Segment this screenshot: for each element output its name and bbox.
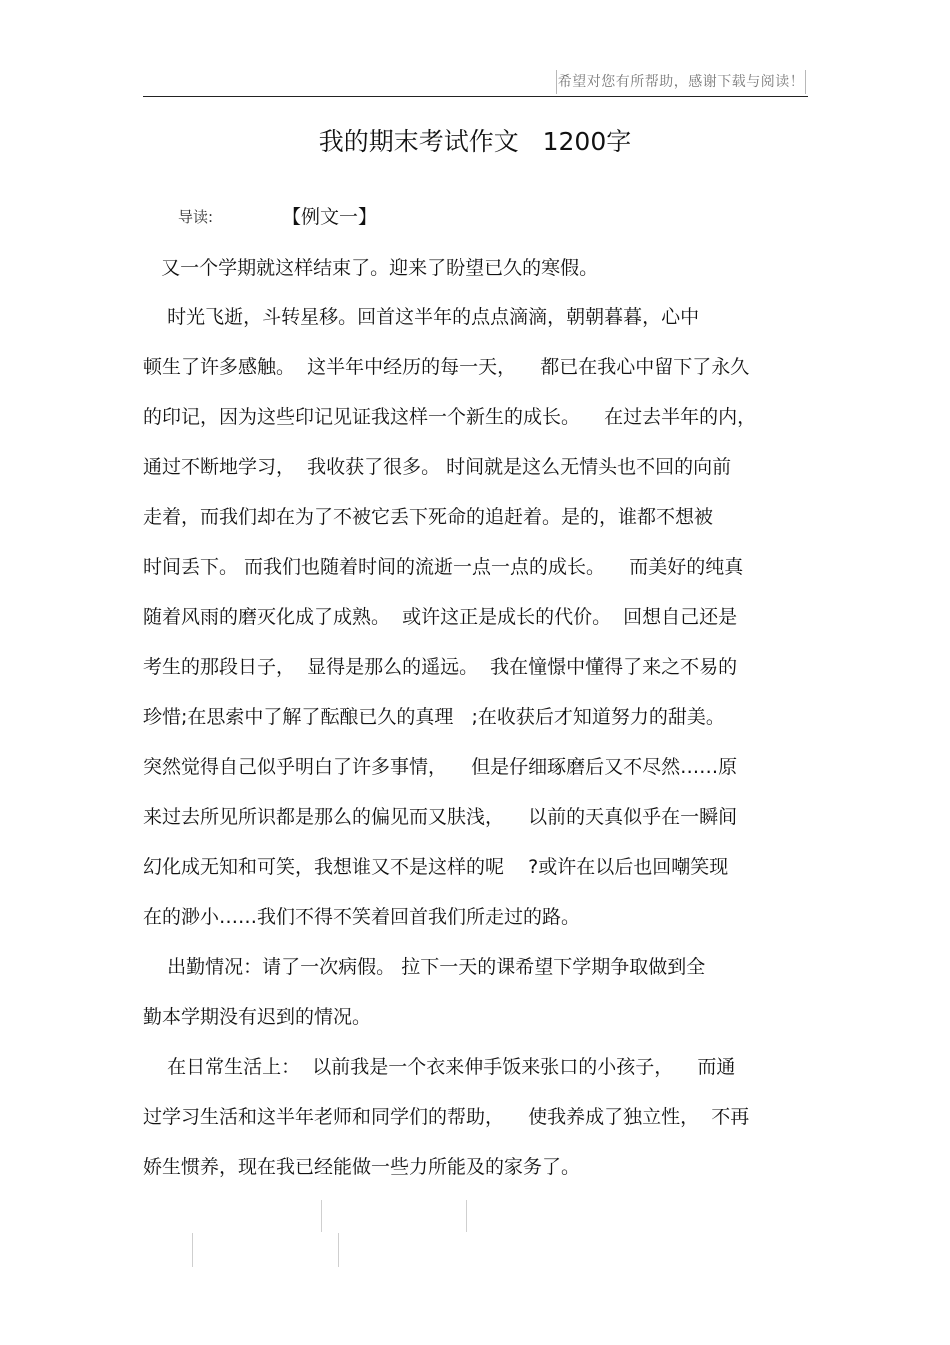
body-line: 过学习生活和这半年老师和同学们的帮助， 使我养成了独立性， 不再 xyxy=(143,1106,750,1128)
body-line: 来过去所见所识都是那么的偏见而又肤浅， 以前的天真似乎在一瞬间 xyxy=(143,806,738,828)
body-line: 在的渺小……我们不得不笑着回首我们所走过的路。 xyxy=(143,906,581,928)
lead-label: 导读: xyxy=(178,208,214,226)
body-line: 时光飞逝，斗转星移。回首这半年的点点滴滴，朝朝暮暮，心中 xyxy=(143,306,700,328)
body-line: 考生的那段日子， 显得是那么的遥远。 我在憧憬中懂得了来之不易的 xyxy=(143,656,738,678)
table-rule xyxy=(338,1233,339,1267)
body-line: 随着风雨的磨灭化成了成熟。 或许这正是成长的代价。 回想自己还是 xyxy=(143,606,738,628)
body-line: 通过不断地学习， 我收获了很多。 时间就是这么无情头也不回的向前 xyxy=(143,456,732,478)
body-line: 走着，而我们却在为了不被它丢下死命的追赶着。是的，谁都不想被 xyxy=(143,506,714,528)
body-line: 在日常生活上： 以前我是一个衣来伸手饭来张口的小孩子， 而通 xyxy=(143,1056,736,1078)
table-rule xyxy=(321,1200,322,1232)
table-rule xyxy=(466,1200,467,1232)
body-line: 时间丢下。 而我们也随着时间的流逝一点一点的成长。 而美好的纯真 xyxy=(143,556,744,578)
body-line: 珍惜;在思索中了解了酝酿已久的真理 ;在收获后才知道努力的甜美。 xyxy=(143,706,725,728)
lead-value: 【例文一】 xyxy=(282,206,378,228)
header-note: 希望对您有所帮助，感谢下载与阅读！ xyxy=(556,70,806,94)
body-line: 出勤情况：请了一次病假。 拉下一天的课希望下学期争取做到全 xyxy=(143,956,706,978)
body-line: 又一个学期就这样结束了。迎来了盼望已久的寒假。 xyxy=(143,257,599,279)
body-line: 顿生了许多感触。 这半年中经历的每一天， 都已在我心中留下了永久 xyxy=(143,356,750,378)
body-line: 幻化成无知和可笑，我想谁又不是这样的呢 ?或许在以后也回嘲笑现 xyxy=(143,856,729,878)
body-line: 的印记，因为这些印记见证我这样一个新生的成长。 在过去半年的内， xyxy=(143,406,757,428)
body-line: 娇生惯养，现在我已经能做一些力所能及的家务了。 xyxy=(143,1156,581,1178)
table-rule xyxy=(192,1233,193,1267)
body-line: 勤本学期没有迟到的情况。 xyxy=(143,1006,372,1028)
body-line: 突然觉得自己似乎明白了许多事情， 但是仔细琢磨后又不尽然……原 xyxy=(143,756,738,778)
document-title: 我的期末考试作文 1200字 xyxy=(318,127,632,156)
header-rule xyxy=(143,96,808,97)
